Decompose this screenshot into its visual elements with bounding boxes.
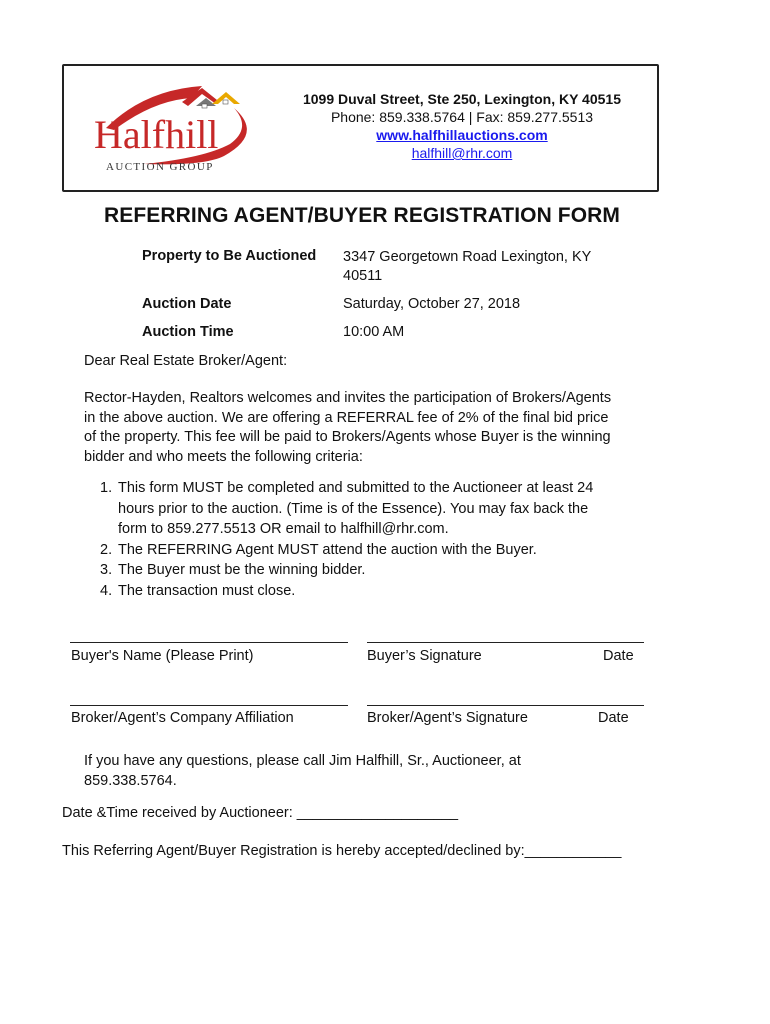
buyer-signature-line[interactable] (367, 642, 644, 643)
accepted-declined-line[interactable]: This Referring Agent/Buyer Registration is hereby accepted/declined by:____________ (62, 843, 622, 859)
company-affiliation-line[interactable] (70, 705, 348, 706)
form-title: REFERRING AGENT/BUYER REGISTRATION FORM (103, 204, 621, 227)
property-label: Property to Be Auctioned (142, 248, 317, 264)
email-link[interactable]: halfhill@rhr.com (411, 145, 513, 161)
website-link[interactable]: www.halfhillauctions.com (376, 127, 548, 143)
agent-signature-label: Broker/Agent’s Signature (367, 710, 528, 726)
auction-time-value: 10:00 AM (343, 324, 405, 340)
property-value: 3347 Georgetown Road Lexington, KY 40511 (343, 249, 592, 284)
criteria-list (100, 478, 630, 601)
list-item: 1. This form MUST be completed and submitted to the Auctioneer at least 24 hours prior to the auction. (Time is of the Essence). You may fax back the form to 859.277.5513 OR email to halfhill@rhr.com. (100, 480, 594, 537)
buyer-signature-label: Buyer’s Signature (367, 648, 482, 664)
agent-signature-line[interactable] (367, 705, 644, 706)
logo-wordmark: Halfhill (94, 112, 219, 157)
phone-fax: Phone: 859.338.5764 | Fax: 859.277.5513 (330, 109, 594, 125)
intro-paragraph: Rector-Hayden, Realtors welcomes and invites the participation of Brokers/Agents in the above auction. We are offering a REFERRAL fee of 2% of the final bid price of the property. This fee will be paid to Brokers/Agents whose Buyer is the winning bidder and who meets the following criteria: (84, 390, 612, 465)
auction-date-value: Saturday, October 27, 2018 (343, 296, 521, 312)
date-label: Date (603, 648, 634, 664)
company-affiliation-label: Broker/Agent’s Company Affiliation (71, 710, 294, 726)
list-item: 3. The Buyer must be the winning bidder. (100, 562, 366, 578)
house-roof-icon (84, 78, 274, 178)
questions-note: If you have any questions, please call Jim Halfhill, Sr., Auctioneer, at 859.338.5764. (84, 753, 521, 789)
auction-time-label: Auction Time (142, 324, 234, 340)
office-address: 1099 Duval Street, Ste 250, Lexington, KY 40515 (302, 91, 621, 107)
list-item: 4. The transaction must close. (100, 582, 296, 599)
list-item: 2. The REFERRING Agent MUST attend the auction with the Buyer. (100, 541, 537, 558)
received-by-auctioneer[interactable]: Date &Time received by Auctioneer: ____________________ (62, 805, 459, 821)
buyer-name-label: Buyer's Name (Please Print) (71, 648, 254, 664)
logo-subtitle: AUCTION GROUP (106, 161, 214, 173)
auction-date-label: Auction Date (142, 296, 232, 312)
contact-block (272, 90, 652, 162)
halfhill-logo (84, 78, 274, 178)
date-label: Date (598, 710, 629, 726)
salutation: Dear Real Estate Broker/Agent: (84, 353, 288, 369)
buyer-name-line[interactable] (70, 642, 348, 643)
